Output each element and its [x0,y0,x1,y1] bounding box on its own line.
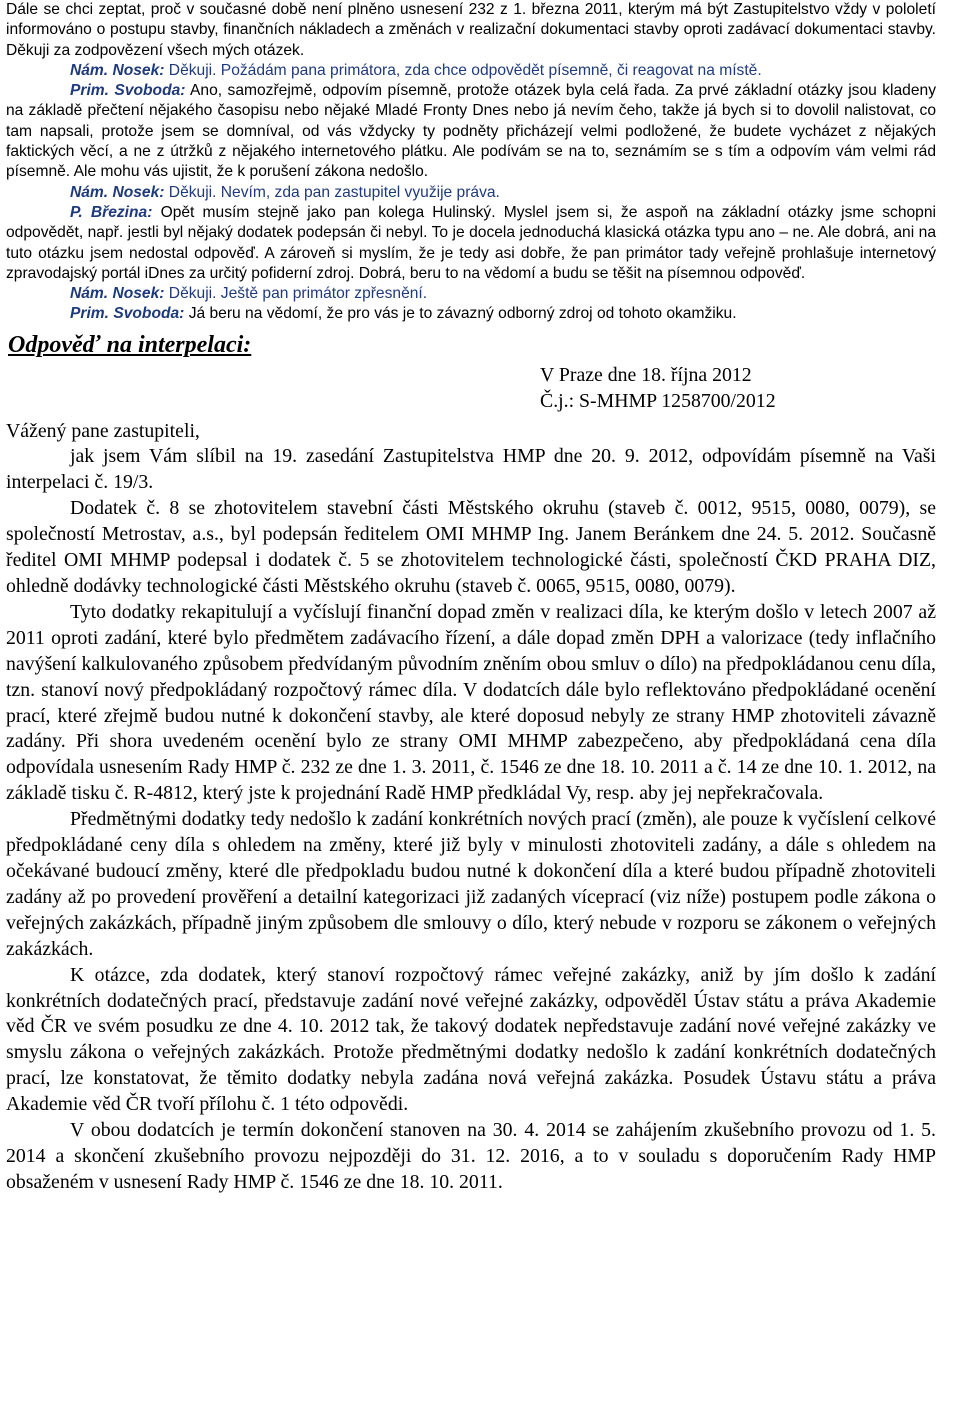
letter-paragraph-1: jak jsem Vám slíbil na 19. zasedání Zastupitelstva HMP dne 20. 9. 2012, odpovídám písemně na Vaši interpelaci č. 19/3. [6,445,936,494]
answer-heading: Odpověď na interpelaci: [8,331,252,358]
letter-paragraph-5: K otázce, zda dodatek, který stanoví rozpočtový rámec veřejné zakázky, aniž by jím došlo k zadání konkrétních dodatečných prací, představuje zadání nové veřejné zakázky, odpověděl Ústav státu a práva Akademie věd ČR ve svém posudku ze dne 4. 10. 2012 tak, že takový dodatek nepředstavuje zadání nové veřejné zakázky ve smyslu zákona o veřejných zakázkách. Protože předmětnými dodatky nedošlo k zadání konkrétních dodatečných prací, lze konstatovat, že těmito dodatky nebyla zadána nová veřejná zakázka. Posudek Ústavu státu a práva Akademie věd ČR tvoří přílohu č. 1 této odpovědi. [6,963,936,1116]
speaker-label: Prim. Svoboda: [70,305,185,323]
speaker-label: P. Březina: [70,203,153,221]
turn-nosek-2 [6,183,936,203]
letter-paragraph-4: Předmětnými dodatky tedy nedošlo k zadání konkrétních nových prací (změn), ale pouze k vyčíslení celkové předpokládané ceny díla s ohledem na změny, které již byly v minulosti zhotoviteli zadány, a dále s ohledem na očekávané budoucí změny, které dle předpokladu budou nutné k dokončení díla a které budou případně zhotoviteli zadány až po provedení prověření a detailní kategorizaci již zadaných víceprací (viz níže) postupem podle zákona o veřejných zakázkách, případně jiným způsobem dle smlouvy o dílo, který nebude v rozporu se zákonem o veřejných zakázkách. [6,808,936,960]
document-page [6,0,936,1196]
discussion-transcript [6,0,936,325]
speech-text: Děkuji. Nevím, zda pan zastupitel využije práva. [164,183,500,201]
speaker-label: Nám. Nosek: [70,183,165,201]
letter-salutation: Vážený pane zastupiteli, [6,419,200,442]
turn-svoboda-1 [6,81,936,182]
speaker-label: Nám. Nosek: [70,61,165,79]
turn-nosek-1 [6,61,936,81]
answer-letter [6,363,936,1196]
speech-text: Já beru na vědomí, že pro vás je to závazný odborný zdroj od tohoto okamžiku. [184,305,737,323]
speaker-label: Nám. Nosek: [70,285,165,303]
turn-brezina [6,203,936,284]
letter-reference: Č.j.: S-MHMP 1258700/2012 [540,389,776,412]
letter-paragraph-6: V obou dodatcích je termín dokončení stanoven na 30. 4. 2014 se zahájením zkušebního provozu od 1. 5. 2014 a skončení zkušebního provozu nejpozději do 31. 12. 2016, a to v souladu s doporučením Rady HMP obsaženém v usnesení Rady HMP č. 1546 ze dne 18. 10. 2011. [6,1119,936,1193]
speech-text: Ano, samozřejmě, odpovím písemně, protože otázek byla celá řada. Za prvé základní otázky jsou kladeny na základě přečtení nějakého časopisu nebo nějaké Mladé Fronty Dnes nebo já nevím čeho, takže já bych si to dovolil nalistovat, co tam napsali, protože jsem se domníval, od vás vždycky ty podněty přicházejí velmi podložené, že budete vycházet z nějakých faktických věcí, a ne z útržků z nějakého internetového plátku. Ale podívám se na to, seznámím se s tím a odpovím vám velmi rád písemně. Ale mohu vás ujistit, že k porušení zákona nedošlo. [6,82,937,181]
turn-svoboda-2 [6,304,936,324]
letter-paragraph-3: Tyto dodatky rekapitulují a vyčíslují finanční dopad změn v realizaci díla, ke kterým došlo v letech 2007 až 2011 oproti zadání, které bylo předmětem zadávacího řízení, a dále dopad změn DPH a valorizace (tedy inflačního navýšení kalkulovaného způsobem předvídaným původním zněním obou smluv o dílo) na předpokládanou cenu díla, tzn. stanoví nový předpokládaný rozpočtový rámec díla. V dodatcích dále bylo reflektováno předpokládané ocenění prací, které zřejmě budou nutné k dokončení stavby, ale které doposud nebyly ze strany HMP zhotoviteli závazně zadány. Při shora uvedeném ocenění bylo ze strany OMI MHMP zabezpečeno, aby předpokládaná cena díla odpovídala usnesením Rady HMP č. 232 ze dne 1. 3. 2011, č. 1546 ze dne 18. 10. 2011 a č. 14 ze dne 10. 1. 2012, na základě tisku č. R-4812, který jste k projednání Radě HMP předkládal Vy, resp. aby jej nepřekračovala. [6,600,936,805]
speaker-label: Prim. Svoboda: [70,82,186,100]
speech-text: Děkuji. Ještě pan primátor zpřesnění. [164,285,428,303]
speech-text: Opět musím stejně jako pan kolega Hulinský. Myslel jsem si, že aspoň na základní otázky jsme schopni odpovědět, např. jestli byl nějaký dodatek podepsán či nebyl. To je docela jednoduchá klasická otázka typu ano – ne. Ale dobrá, ani na tuto otázku jsem nedostal odpověď. A zároveň si myslím, že je tedy asi dobře, že pan primátor tady veřejně prohlašuje internetový zpravodajský portál iDnes za určitý pofiderní zdroj. Dobrá, beru to na vědomí a budu se těšit na písemnou odpověď. [6,203,936,282]
letter-date: V Praze dne 18. října 2012 [540,363,752,386]
turn-nosek-3 [6,284,936,304]
intro-paragraph: Dále se chci zeptat, proč v současné době není plněno usnesení 232 z 1. března 2011, kterým má být Zastupitelstvo vždy v pololetí informováno o postupu stavby, finančních nákladech a změnách v realizační dokumentaci stavby oproti zadávací dokumentaci stavby. Děkuji za zodpovězení všech mých otázek. [6,1,936,59]
speech-text: Děkuji. Požádám pana primátora, zda chce odpovědět písemně, či reagovat na místě. [164,61,762,79]
letter-paragraph-2: Dodatek č. 8 se zhotovitelem stavební části Městského okruhu (staveb č. 0012, 9515, 0080, 0079), se společností Metrostav, a.s., byl podepsán ředitelem OMI MHMP Ing. Janem Beránkem dne 24. 5. 2012. Současně ředitel OMI MHMP podepsal i dodatek č. 5 se zhotovitelem technologické části, společností ČKD PRAHA DIZ, ohledně dodávky technologické části Městského okruhu (staveb č. 0065, 9515, 0080, 0079). [6,497,936,597]
